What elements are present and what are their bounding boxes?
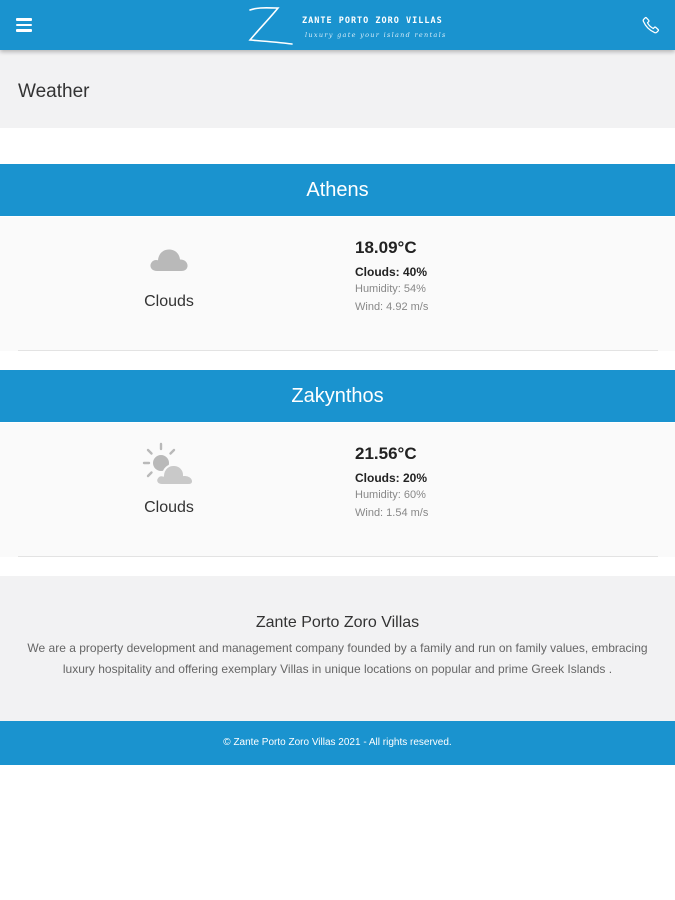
hamburger-menu-icon[interactable]	[14, 15, 36, 35]
temperature: 21.56°C	[355, 444, 417, 463]
brand-tagline: luxury gate your island rentals	[305, 31, 447, 39]
phone-icon[interactable]	[641, 15, 661, 35]
humidity: Humidity: 60%	[355, 489, 426, 501]
clouds-percentage: Clouds: 40%	[355, 265, 428, 279]
humidity: Humidity: 54%	[355, 283, 426, 295]
footer-description: We are a property development and management company founded by a family and run on family values, embracing luxury hospitality and offering exemplary Villas in unique locations on popular and prime Greek Islands .	[27, 641, 648, 676]
clouds-percentage: Clouds: 20%	[355, 471, 428, 485]
divider	[18, 556, 658, 557]
city-header-zakynthos: Zakynthos	[0, 370, 675, 422]
brand-logo[interactable]	[244, 4, 447, 46]
weather-condition: Clouds	[144, 293, 194, 310]
brand-name: ZANTE PORTO ZORO VILLAS	[302, 16, 443, 26]
footer-about	[0, 576, 675, 721]
wind-speed: Wind: 1.54 m/s	[355, 507, 429, 519]
wind-speed: Wind: 4.92 m/s	[355, 301, 429, 313]
top-app-bar	[0, 0, 675, 50]
sun-behind-cloud-icon	[142, 442, 196, 488]
footer-title: Zante Porto Zoro Villas	[255, 614, 420, 631]
logo-z-mark	[244, 4, 296, 46]
page-title: Weather	[18, 81, 90, 102]
city-header-athens: Athens	[0, 164, 675, 216]
weather-card-athens	[0, 217, 675, 351]
temperature: 18.09°C	[355, 238, 417, 257]
copyright-bar: © Zante Porto Zoro Villas 2021 - All rights reserved.	[0, 721, 675, 765]
cloud-icon	[148, 243, 190, 273]
page-title-band	[0, 50, 675, 128]
weather-card-zakynthos	[0, 423, 675, 557]
weather-condition: Clouds	[144, 499, 194, 516]
divider	[18, 350, 658, 351]
